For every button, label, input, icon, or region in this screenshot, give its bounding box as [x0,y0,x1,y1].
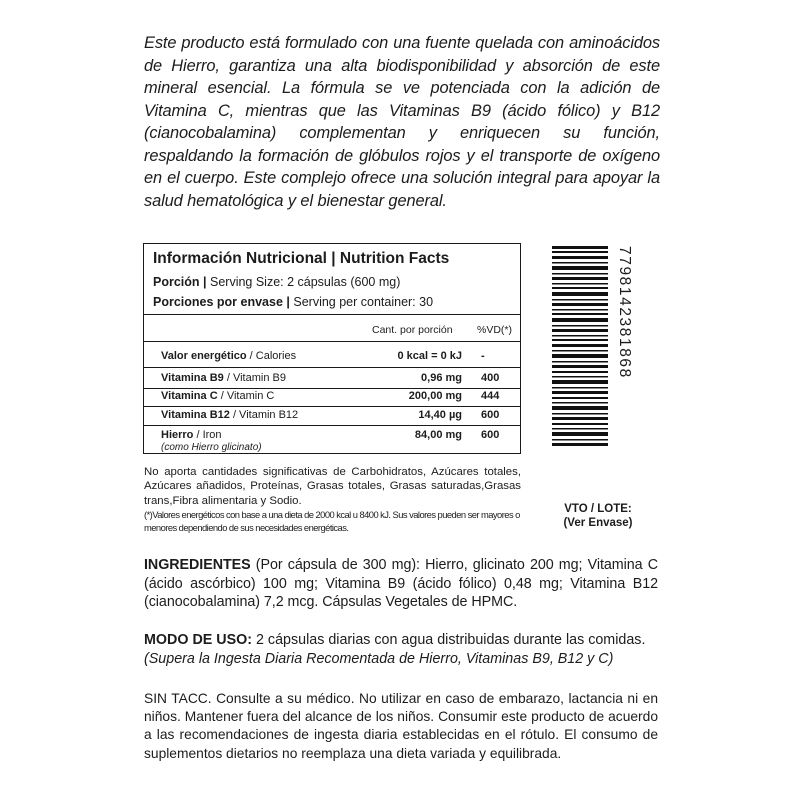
nutrition-title: Información Nutricional | Nutrition Facts [153,250,450,267]
divider [144,367,520,368]
ingredients: INGREDIENTES (Por cápsula de 300 mg): Hierro, glicinato 200 mg; Vitamina C (ácido ascórbico) 100 mg; Vitamina B9 (ácido fólico) 0,48 mg; Vitamina B12 (cianocobalamina) 7,2 mcg. Cápsulas Vegetales de HPMC. [144,557,658,611]
column-header-amount: Cant. por porción [372,324,453,336]
expiry-lot: VTO / LOTE: (Ver Envase) [563,503,633,529]
warning-text: SIN TACC. Consulte a su médico. No utilizar en caso de embarazo, lactancia ni en niños. Mantener fuera del alcance de los niños. Consumir este producto de acuerdo a las recomendaciones de ingesta diaria establecidas en el rótulo. El consumo de suplementos dietarios no reemplaza una dieta variada y equilibrada. [144,691,658,761]
serving-size: Porción | Serving Size: 2 cápsulas (600 mg) [153,275,401,289]
servings-per-container: Porciones por envase | Serving per container: 30 [153,295,434,309]
usage-note: (Supera la Ingesta Diaria Recomentada de Hierro, Vitaminas B9, B12 y C) [144,650,614,667]
divider [144,406,520,407]
column-header-dv: %VD(*) [477,324,513,336]
daily-value-note: (*)Valores energéticos con base a una dieta de 2000 kcal u 8400 kJ. Sus valores pueden ser mayores o menores dependiendo de sus necesidades energéticas. [144,509,520,533]
usage-instructions: MODO DE USO: 2 cápsulas diarias con agua distribuidas durante las comidas. (Supera la Ingesta Diaria Recomentada de Hierro, Vitaminas B9, B12 y C) [144,631,658,668]
product-description: Este producto está formulado con una fuente quelada con aminoácidos de Hierro, garantiza una alta biodisponibilidad y absorción de este mineral esencial. La fórmula se ve potenciada con la adición de Vitamina C, mientras que las Vitaminas B9 (ácido fólico) y B12 (cianocobalamina) complementan y enriquecen su función, respaldando la formación de glóbulos rojos y el transporte de oxígeno en el cuerpo. Este complejo ofrece una solución integral para apoyar la salud hematológica y el bienestar general. [144,34,660,210]
divider [144,314,520,315]
barcode-number: 7798142381868 [616,246,633,379]
barcode-icon [552,246,608,446]
divider [144,341,520,342]
nutrients-note: No aporta cantidades significativas de Carbohidratos, Azúcares totales, Azúcares añadidos, Proteínas, Grasas totales, Grasas saturadas,Grasas trans,Fibra alimentaria y Sodio. [144,466,521,507]
divider [144,388,520,389]
nutrition-facts-table: Información Nutricional | Nutrition Facts Porción | Serving Size: 2 cápsulas (600 mg) Porciones por envase | Serving per container: 30 Cant. por porción %VD(*) Valor energético / Calories 0 kcal = 0 kJ - Vitamina B9 / Vitamin B9 0,96 mg 400 Vitamina C / Vitamin C 200,00 mg 444 Vitamina B12 / Vitamin B12 14,40 µg 600 Hierro / Iron 84,00 mg 600 (como Hierro glicinato) [143,243,521,454]
divider [144,425,520,426]
